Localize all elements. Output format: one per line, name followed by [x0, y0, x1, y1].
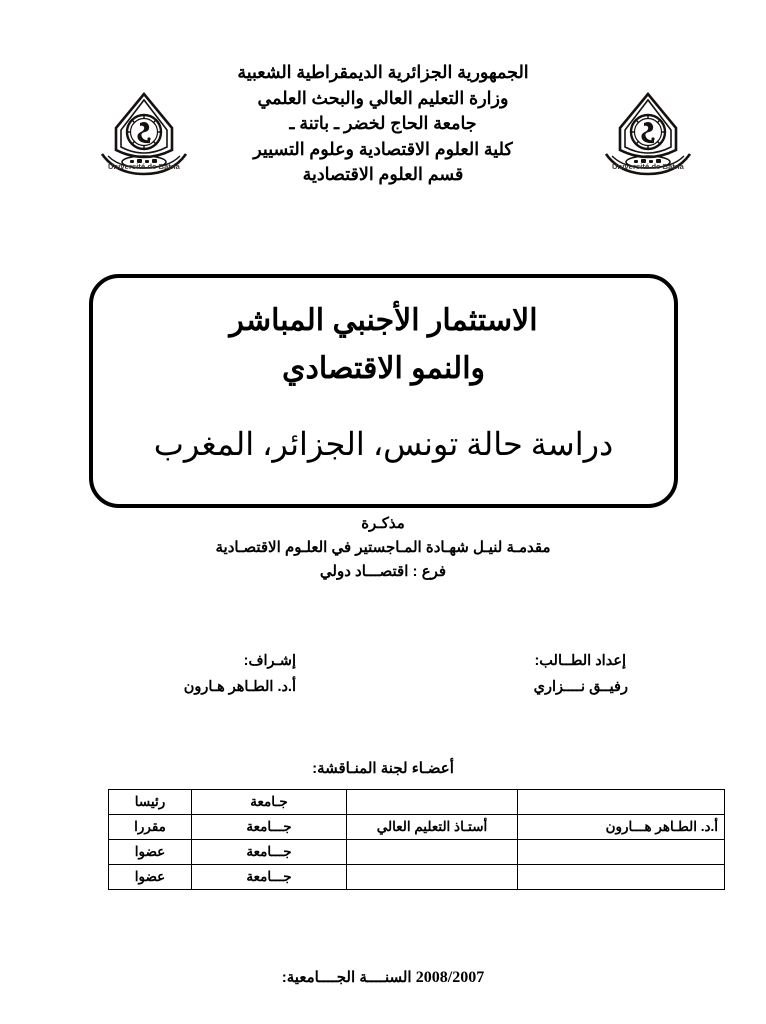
academic-year-label: السنــــة الجــــامعية: — [281, 969, 412, 986]
logo-caption-right: Université de Batna — [612, 162, 684, 171]
table-row — [109, 790, 725, 815]
jury-name — [518, 865, 725, 890]
table-row — [109, 840, 725, 865]
header-line-university: جامعة الحاج لخضر ـ باتنة ـ — [289, 113, 477, 133]
academic-year-line — [0, 968, 766, 987]
institution-header — [0, 60, 766, 225]
student-column — [430, 648, 630, 700]
thesis-subtitle: دراسة حالة تونس، الجزائر، المغرب — [153, 426, 614, 462]
supervisor-label: إشـراف: — [243, 653, 296, 669]
university-logo-right — [600, 88, 696, 184]
jury-name — [518, 790, 725, 815]
academic-year-value: 2008/2007 — [415, 969, 485, 986]
jury-rank — [347, 790, 518, 815]
jury-members-table — [108, 789, 725, 890]
jury-univ: جـــامعة — [192, 840, 347, 865]
header-line-republic: الجمهورية الجزائرية الديمقراطية الشعبية — [237, 62, 529, 82]
header-line-department: قسم العلوم الاقتصادية — [302, 164, 464, 184]
jury-role: مقررا — [109, 815, 192, 840]
header-line-ministry: وزارة التعليم العالي والبحث العلمي — [257, 87, 509, 108]
table-row — [109, 865, 725, 890]
degree-statement — [0, 512, 766, 584]
jury-role: عضوا — [109, 865, 192, 890]
jury-univ: جـامعة — [192, 790, 347, 815]
student-name: رفيــق نــــزاري — [533, 679, 628, 695]
student-label: إعداد الطــالب: — [534, 653, 626, 669]
supervisor-column — [104, 648, 296, 700]
jury-rank: أستـاذ التعليم العالي — [347, 815, 518, 840]
jury-heading: أعضـاء لجنة المنـاقشة: — [312, 760, 454, 777]
thesis-title-box — [89, 274, 678, 508]
jury-univ: جـــامعة — [192, 815, 347, 840]
jury-role: رئيسا — [109, 790, 192, 815]
jury-rank — [347, 840, 518, 865]
supervisor-name: أ.د. الطـاهر هـارون — [183, 679, 296, 695]
thesis-title-line-1: الاستثمار الأجنبي المباشر — [229, 304, 538, 337]
degree-purpose: مقدمـة لنيـل شهـادة المـاجستير في العلـوم الاقتصـادية — [215, 539, 551, 556]
author-supervisor-block — [0, 648, 766, 728]
logo-caption-left: Université de Batna — [108, 162, 180, 171]
header-text-lines — [183, 60, 583, 188]
jury-univ: جـــامعة — [192, 865, 347, 890]
degree-specialization: فرع : اقتصـــاد دولي — [319, 563, 447, 580]
degree-type: مذكـرة — [361, 515, 405, 532]
university-logo-left — [96, 88, 192, 184]
jury-rank — [347, 865, 518, 890]
jury-role: عضوا — [109, 840, 192, 865]
header-line-faculty: كلية العلوم الاقتصادية وعلوم التسيير — [253, 138, 513, 159]
jury-name — [518, 840, 725, 865]
thesis-title-line-2: والنمو الاقتصادي — [281, 352, 486, 385]
table-row — [109, 815, 725, 840]
jury-name: أ.د. الطـاهر هـــارون — [518, 815, 725, 840]
